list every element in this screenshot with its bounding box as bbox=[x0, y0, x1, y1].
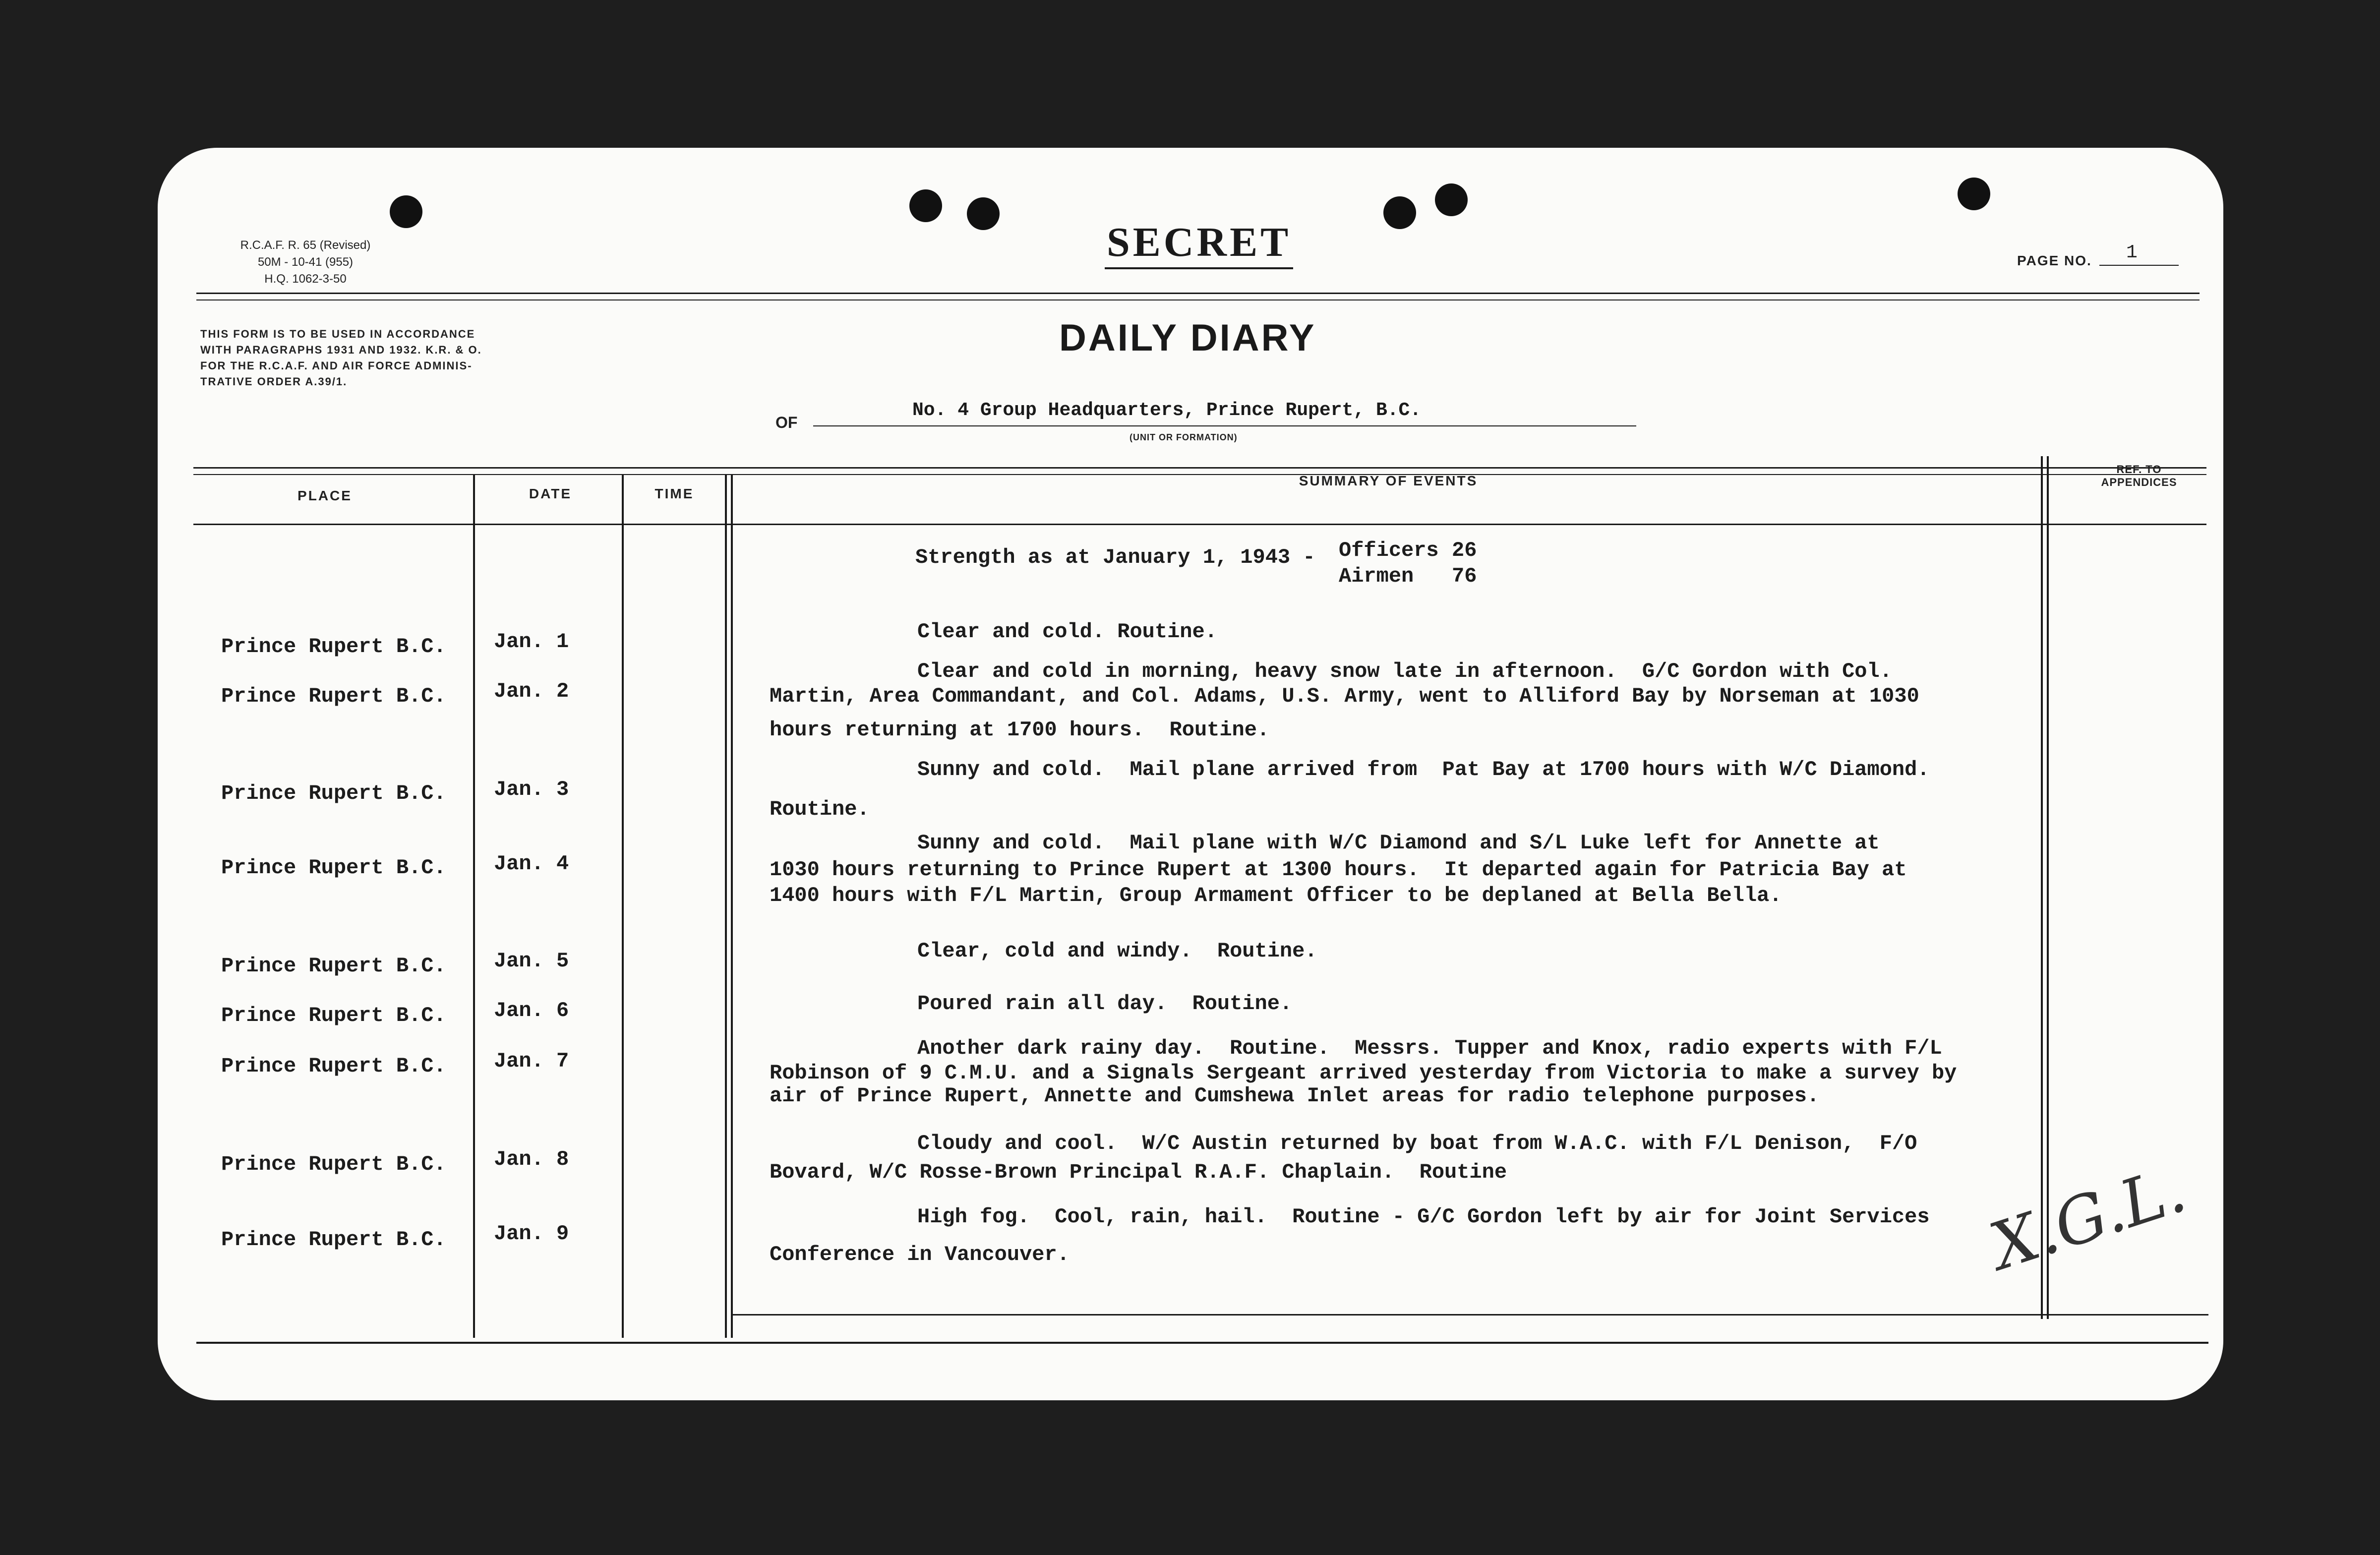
page-number-value: 1 bbox=[2126, 242, 2138, 263]
form-number: R.C.A.F. R. 65 (Revised) bbox=[240, 239, 371, 252]
print-line: 50M - 10-41 (955) bbox=[257, 255, 354, 269]
punch-hole bbox=[967, 197, 1000, 230]
column-divider bbox=[2047, 456, 2049, 1319]
entry-summary-line: hours returning at 1700 hours. Routine. bbox=[770, 718, 1270, 742]
entry-summary-line: High fog. Cool, rain, hail. Routine - G/C Gordon left by air for Joint Services bbox=[917, 1205, 1930, 1229]
entry-summary-line: Clear, cold and windy. Routine. bbox=[917, 939, 1317, 963]
ref-line-1: REF. TO bbox=[2116, 463, 2162, 476]
entry-summary-line: Clear and cold in morning, heavy snow late in afternoon. G/C Gordon with Col. bbox=[917, 659, 1892, 683]
entry-place: Prince Rupert B.C. bbox=[221, 1004, 446, 1027]
punch-hole bbox=[1383, 196, 1416, 229]
instruction-line: FOR THE R.C.A.F. AND AIR FORCE ADMINIS- bbox=[200, 359, 473, 372]
document-title: DAILY DIARY bbox=[1059, 317, 1316, 359]
header-rule-thin bbox=[196, 299, 2200, 300]
column-header-date: DATE bbox=[529, 486, 572, 501]
entry-summary-line: Clear and cold. Routine. bbox=[917, 620, 1217, 644]
entry-date: Jan. 1 bbox=[494, 630, 569, 654]
entry-summary-line: Sunny and cold. Mail plane with W/C Diamond and S/L Luke left for Annette at bbox=[917, 831, 1880, 855]
punch-hole bbox=[1435, 183, 1468, 216]
entry-summary-line: Cloudy and cool. W/C Austin returned by boat from W.A.C. with F/L Denison, F/O bbox=[917, 1132, 1917, 1155]
entry-summary-line: Another dark rainy day. Routine. Messrs. Tupper and Knox, radio experts with F/L bbox=[917, 1036, 1942, 1060]
entry-place: Prince Rupert B.C. bbox=[221, 684, 446, 708]
ref-line-2: APPENDICES bbox=[2101, 476, 2177, 488]
entry-place: Prince Rupert B.C. bbox=[221, 1152, 446, 1176]
entry-summary-line: Robinson of 9 C.M.U. and a Signals Sergeant arrived yesterday from Victoria to make a survey by bbox=[770, 1061, 1957, 1085]
unit-name: No. 4 Group Headquarters, Prince Rupert, B.C. bbox=[912, 400, 1422, 421]
entry-summary-line: air of Prince Rupert, Annette and Cumshewa Inlet areas for radio telephone purposes. bbox=[770, 1084, 1820, 1108]
page-number-rule bbox=[2099, 265, 2179, 266]
column-divider bbox=[731, 475, 733, 1338]
punch-hole bbox=[1958, 178, 1990, 210]
entry-place: Prince Rupert B.C. bbox=[221, 954, 446, 978]
hq-line: H.Q. 1062-3-50 bbox=[264, 272, 347, 286]
entry-summary-line: Sunny and cold. Mail plane arrived from Pat Bay at 1700 hours with W/C Diamond. bbox=[917, 758, 1930, 781]
officers-label: Officers bbox=[1339, 538, 1439, 562]
airmen-label: Airmen bbox=[1339, 564, 1414, 588]
column-divider bbox=[2041, 456, 2043, 1319]
classification-stamp: SECRET bbox=[1105, 218, 1293, 269]
entry-summary-line: 1400 hours with F/L Martin, Group Armament Officer to be deplaned at Bella Bella. bbox=[770, 884, 1782, 907]
form-reference bbox=[196, 237, 415, 288]
column-header-rule bbox=[193, 524, 2206, 525]
entry-place: Prince Rupert B.C. bbox=[221, 856, 446, 880]
column-divider bbox=[622, 475, 624, 1338]
table-top-rule bbox=[193, 467, 2206, 469]
form-instructions bbox=[200, 326, 577, 390]
instruction-line: TRATIVE ORDER A.39/1. bbox=[200, 375, 348, 388]
entry-summary-line: 1030 hours returning to Prince Rupert at 1300 hours. It departed again for Patricia Bay at bbox=[770, 858, 1907, 882]
header-rule bbox=[196, 293, 2200, 294]
of-label: OF bbox=[775, 414, 798, 431]
entry-place: Prince Rupert B.C. bbox=[221, 635, 446, 658]
column-header-place: PLACE bbox=[298, 488, 352, 503]
entry-date: Jan. 6 bbox=[494, 999, 569, 1022]
table-end-rule bbox=[733, 1314, 2208, 1316]
entry-place: Prince Rupert B.C. bbox=[221, 1054, 446, 1078]
entry-date: Jan. 7 bbox=[494, 1049, 569, 1073]
strength-label: Strength as at January 1, 1943 - bbox=[915, 545, 1315, 569]
officers-value: 26 bbox=[1452, 538, 1477, 562]
column-header-summary: SUMMARY OF EVENTS bbox=[1299, 473, 1478, 488]
entry-date: Jan. 2 bbox=[494, 679, 569, 703]
page-number-label: PAGE NO. bbox=[2017, 253, 2092, 268]
entry-place: Prince Rupert B.C. bbox=[221, 1228, 446, 1252]
unit-dotted-rule bbox=[813, 425, 1636, 426]
unit-caption: (UNIT OR FORMATION) bbox=[1130, 432, 1238, 442]
entry-summary-line: Conference in Vancouver. bbox=[770, 1243, 1070, 1266]
column-header-time: TIME bbox=[654, 486, 694, 501]
instruction-line: WITH PARAGRAPHS 1931 AND 1932. K.R. & O. bbox=[200, 344, 482, 356]
handwritten-initials: X.G.L. bbox=[1981, 1151, 2195, 1285]
entry-date: Jan. 4 bbox=[494, 852, 569, 876]
entry-place: Prince Rupert B.C. bbox=[221, 781, 446, 805]
column-header-ref bbox=[2050, 463, 2228, 489]
entry-summary-line: Poured rain all day. Routine. bbox=[917, 992, 1293, 1016]
table-bottom-rule bbox=[196, 1342, 2208, 1344]
entry-date: Jan. 3 bbox=[494, 778, 569, 801]
entry-date: Jan. 9 bbox=[494, 1222, 569, 1246]
entry-summary-line: Martin, Area Commandant, and Col. Adams, U.S. Army, went to Alliford Bay by Norseman at 1030 bbox=[770, 684, 1919, 708]
entry-date: Jan. 8 bbox=[494, 1147, 569, 1171]
airmen-value: 76 bbox=[1452, 564, 1477, 588]
column-divider bbox=[473, 475, 475, 1338]
punch-hole bbox=[390, 195, 422, 228]
punch-hole bbox=[909, 189, 942, 222]
column-divider bbox=[725, 475, 727, 1338]
entry-summary-line: Bovard, W/C Rosse-Brown Principal R.A.F. Chaplain. Routine bbox=[770, 1160, 1507, 1184]
entry-summary-line: Routine. bbox=[770, 797, 870, 821]
instruction-line: THIS FORM IS TO BE USED IN ACCORDANCE bbox=[200, 328, 476, 340]
entry-date: Jan. 5 bbox=[494, 949, 569, 973]
